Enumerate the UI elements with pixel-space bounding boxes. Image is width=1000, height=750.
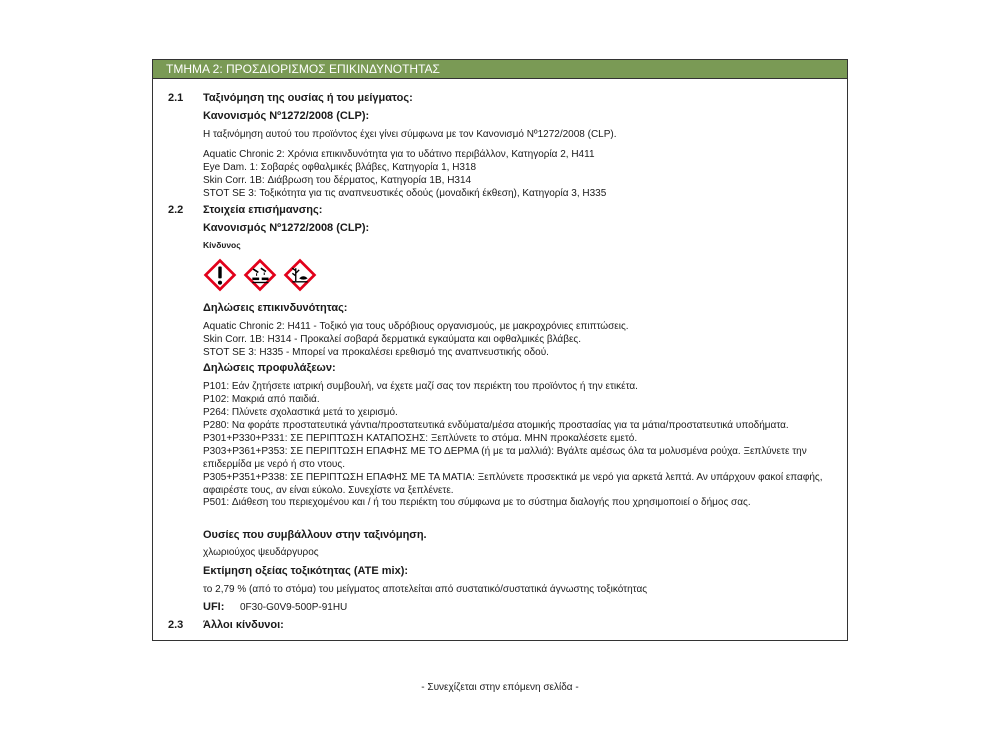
precautionary-statement: P101: Εάν ζητήσετε ιατρική συμβουλή, να έχετε μαζί σας τον περιέκτη του προϊόντος ή την ετικέτα.: [203, 381, 638, 392]
subsection-number-2-3: 2.3: [168, 619, 184, 631]
contributing-substance: χλωριούχος ψευδάργυρος: [203, 547, 319, 558]
ufi-value: 0F30-G0V9-500P-91HU: [240, 602, 348, 613]
environment-icon: [283, 258, 317, 292]
precautionary-statement: P102: Μακριά από παιδιά.: [203, 394, 320, 405]
subsection-heading-2-2: Στοιχεία επισήμανσης:: [203, 204, 323, 216]
hazard-statement: STOT SE 3: H335 - Μπορεί να προκαλέσει ερεθισμό της αναπνευστικής οδού.: [203, 347, 549, 358]
classification-item: STOT SE 3: Τοξικότητα για τις αναπνευστικές οδούς (μοναδική έκθεση), Κατηγορία 3, H335: [203, 188, 607, 199]
subsection-heading-2-1: Ταξινόμηση της ουσίας ή του μείγματος:: [203, 92, 413, 104]
precautionary-statement: P301+P330+P331: ΣΕ ΠΕΡΙΠΤΩΣΗ ΚΑΤΑΠΟΣΗΣ: Ξεπλύνετε το στόμα. ΜΗΝ προκαλέσετε εμετό.: [203, 433, 638, 444]
precautionary-statement: P264: Πλύνετε σχολαστικά μετά το χειρισμό.: [203, 407, 398, 418]
ate-text: το 2,79 % (από το στόμα) του μείγματος αποτελείται από συστατικό/συστατικά άγνωστης τοξικότητας: [203, 584, 648, 595]
regulation-heading-2-2: Κανονισμός Nº1272/2008 (CLP):: [203, 222, 370, 234]
precautionary-statement: P501: Διάθεση του περιεχομένου και / ή του περιέκτη του σύμφωνα με το σύστημα διαλογής που χρησιμοποιεί ο δήμος σας.: [203, 497, 751, 508]
ate-title: Εκτίμηση οξείας τοξικότητας (ATE mix):: [203, 565, 409, 577]
regulation-heading-2-1: Κανονισμός Nº1272/2008 (CLP):: [203, 110, 370, 122]
contributing-substances-title: Ουσίες που συμβάλλουν στην ταξινόμηση.: [203, 529, 427, 541]
classification-item: Eye Dam. 1: Σοβαρές οφθαλμικές βλάβες, Κατηγορία 1, H318: [203, 162, 477, 173]
subsection-heading-2-3: Άλλοι κίνδυνοι:: [203, 619, 284, 631]
precautionary-statement: P305+P351+P338: ΣΕ ΠΕΡΙΠΤΩΣΗ ΕΠΑΦΗΣ ΜΕ ΤΑ ΜΑΤΙΑ: Ξεπλύνετε προσεκτικά με νερό για αρκετά λεπτά. Αν υπάρχουν φακοί επαφής, αφαιρέστε τους, αν είναι εύκολο. Συνεχίστε να ξεπλένετε.: [203, 472, 823, 496]
ufi-label: UFI:: [203, 601, 225, 613]
hazard-statement: Skin Corr. 1B: H314 - Προκαλεί σοβαρά δερματικά εγκαύματα και οφθαλμικές βλάβες.: [203, 334, 582, 345]
corrosion-icon: [243, 258, 277, 292]
classification-intro: Η ταξινόμηση αυτού του προϊόντος έχει γίνει σύμφωνα με τον Κανονισμό Nº1272/2008 (CLP).: [203, 129, 617, 140]
precautionary-statement: P280: Να φοράτε προστατευτικά γάντια/προστατευτικά ενδύματα/μέσα ατομικής προστασίας για τα μάτια/προστατευτικά υποδήματα.: [203, 420, 789, 431]
exclamation-mark-icon: [203, 258, 237, 292]
classification-item: Aquatic Chronic 2: Χρόνια επικινδυνότητα για το υδάτινο περιβάλλον, Κατηγορία 2, H411: [203, 149, 595, 160]
subsection-number-2-1: 2.1: [168, 92, 184, 104]
hazard-statements-title: Δηλώσεις επικινδυνότητας:: [203, 302, 348, 314]
subsection-number-2-2: 2.2: [168, 204, 184, 216]
classification-item: Skin Corr. 1B: Διάβρωση του δέρματος, Κατηγορία 1B, H314: [203, 175, 472, 186]
precautionary-statement: P303+P361+P353: ΣΕ ΠΕΡΙΠΤΩΣΗ ΕΠΑΦΗΣ ΜΕ ΤΟ ΔΕΡΜΑ (ή με τα μαλλιά): Βγάλτε αμέσως όλα τα μολυσμένα ρούχα. Ξεπλύνετε την επιδερμίδα με νερό ή στο ντους.: [203, 446, 807, 470]
hazard-statement: Aquatic Chronic 2: H411 - Τοξικό για τους υδρόβιους οργανισμούς, με μακροχρόνιες επιπτώσεις.: [203, 321, 629, 332]
section-header: ΤΜΗΜΑ 2: ΠΡΟΣΔΙΟΡΙΣΜΟΣ ΕΠΙΚΙΝΔΥΝΟΤΗΤΑΣ: [153, 60, 847, 79]
continued-footer: - Συνεχίζεται στην επόμενη σελίδα -: [421, 682, 579, 693]
precautionary-statements-title: Δηλώσεις προφυλάξεων:: [203, 362, 336, 374]
signal-word: Κίνδυνος: [203, 240, 241, 250]
sds-section-box: [152, 59, 848, 641]
